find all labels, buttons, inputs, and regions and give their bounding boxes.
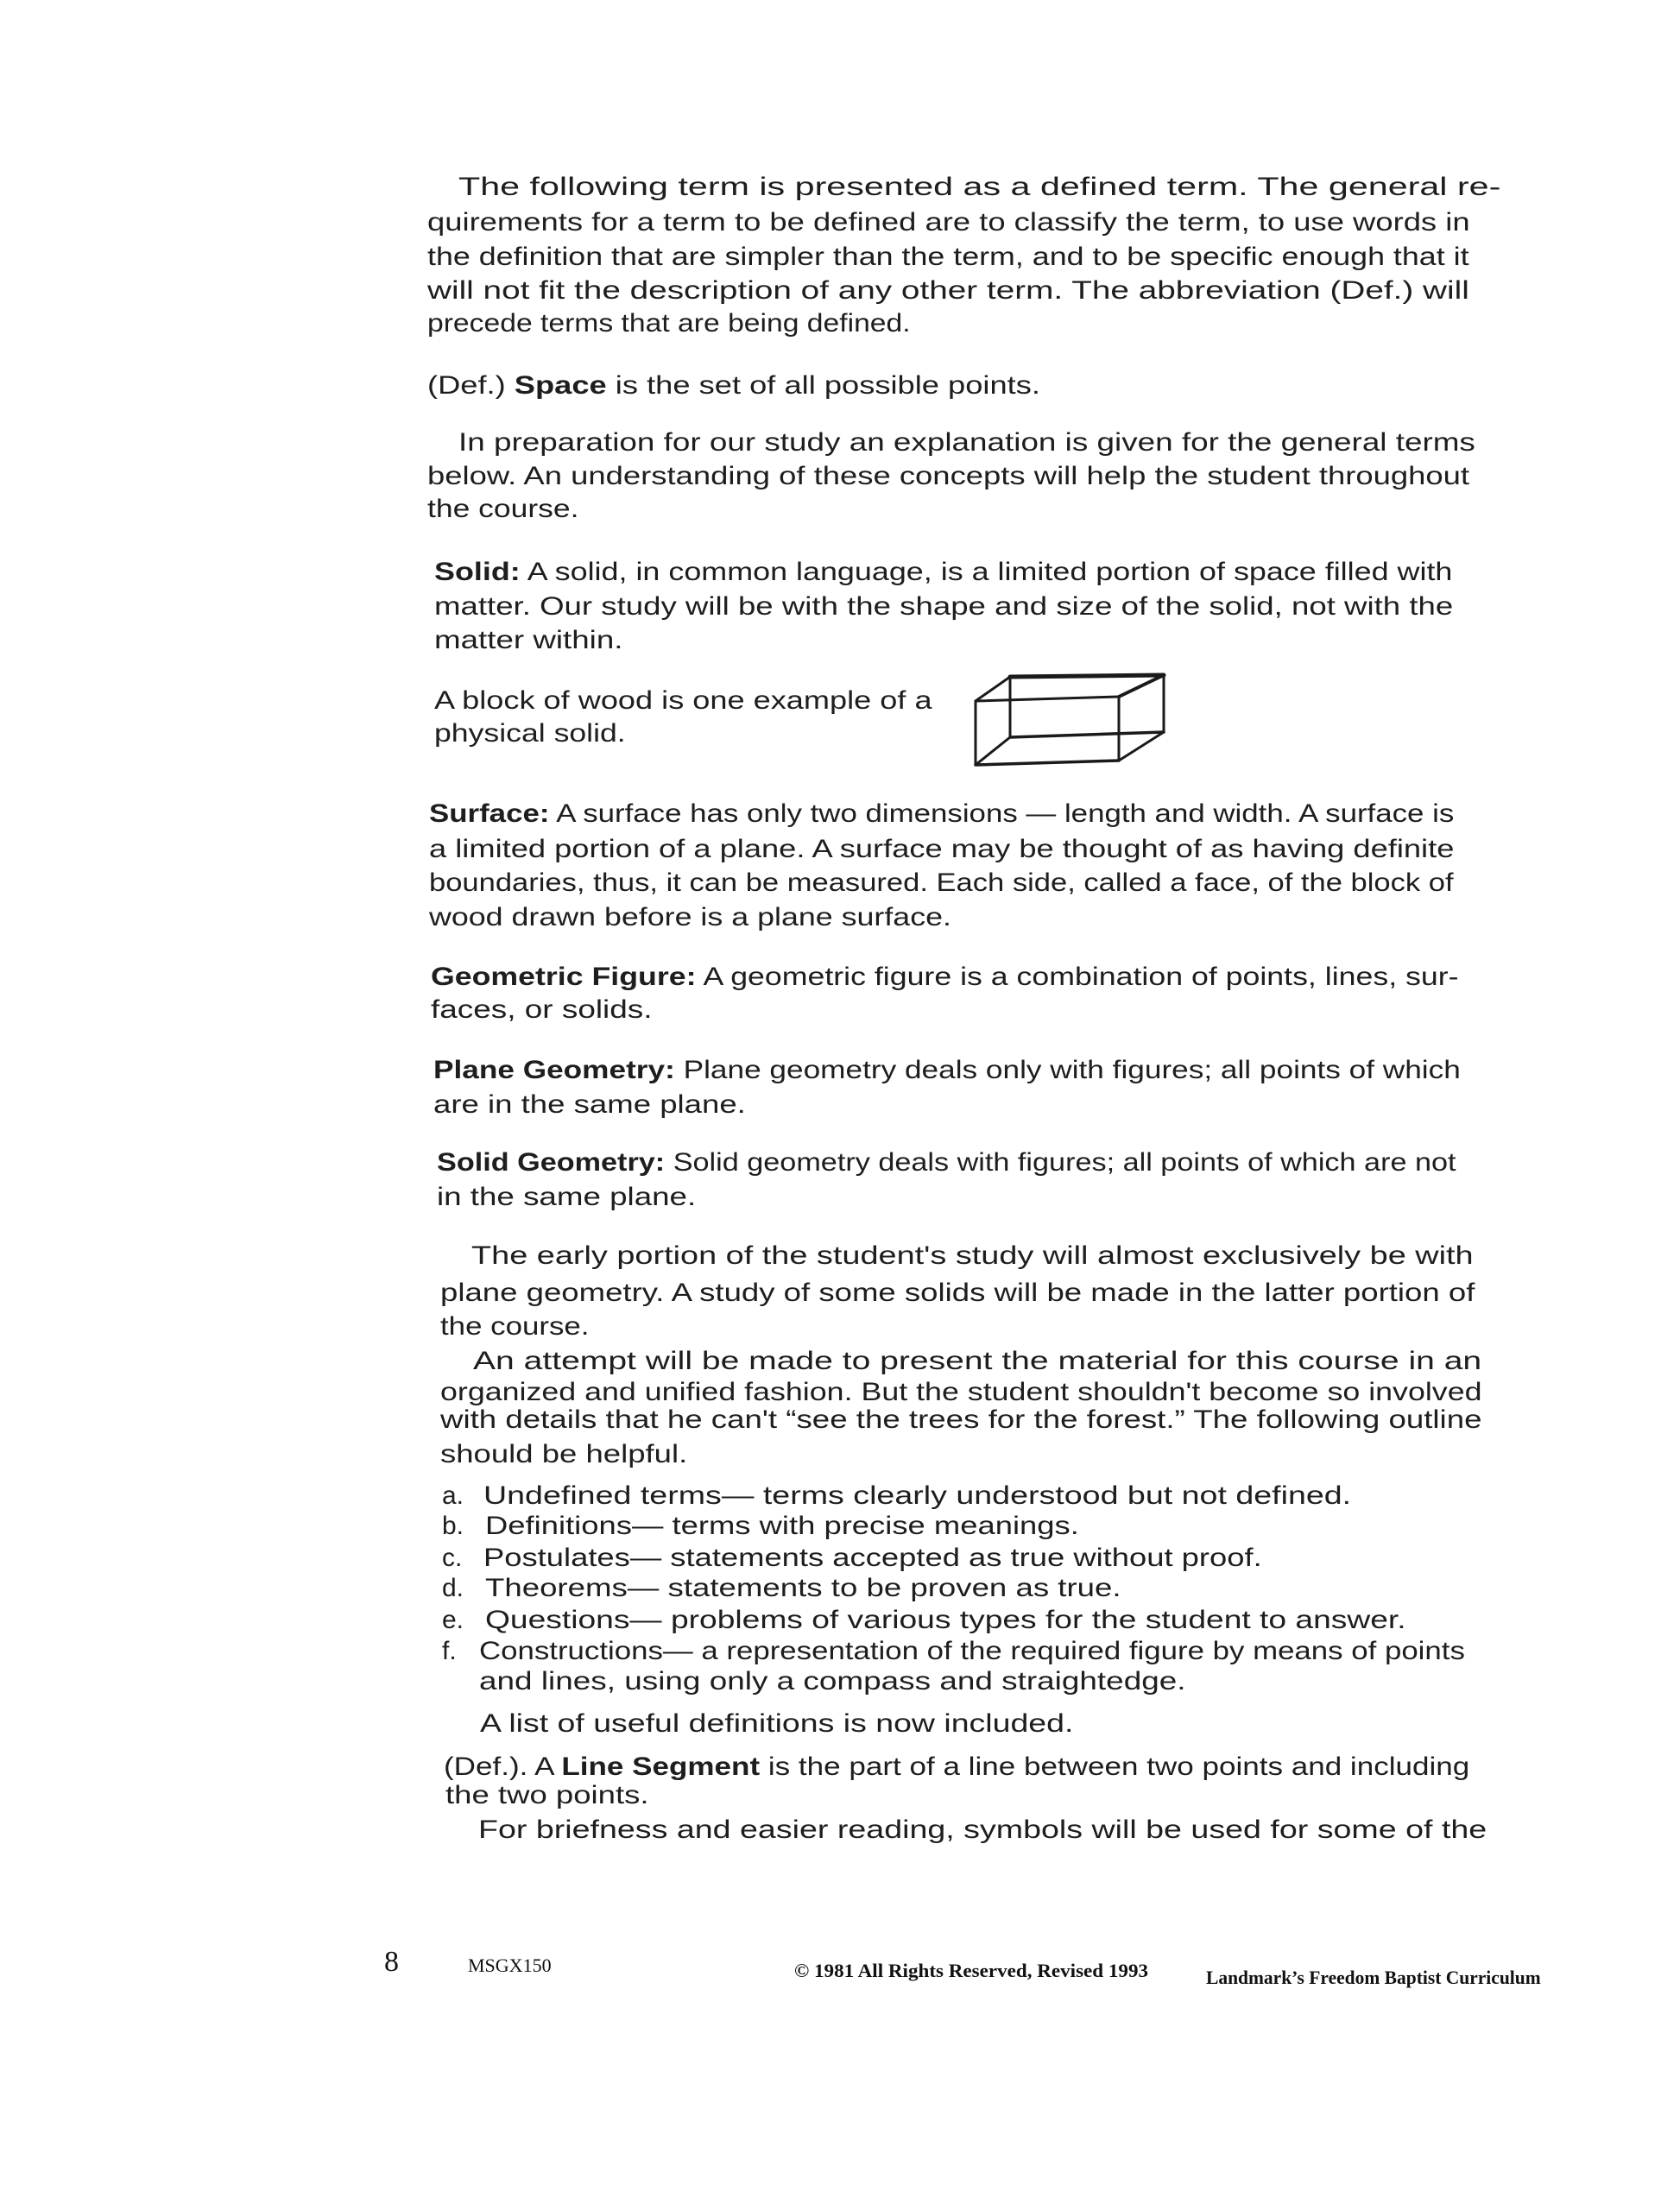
text-line: the two points.	[445, 1781, 649, 1809]
definition-text: A solid, in common language, is a limited portion of space filled with	[527, 558, 1453, 586]
item-marker: f.	[442, 1637, 457, 1665]
text-line: In preparation for our study an explanation is given for the general terms	[458, 428, 1475, 457]
text-line: with details that he can't “see the trees for the forest.” The following outline	[440, 1405, 1482, 1434]
item-text: Questions— problems of various types for the student to answer.	[485, 1606, 1406, 1634]
text-line: the course.	[427, 495, 579, 523]
text-line: the definition that are simpler than the term, and to be specific enough that it	[427, 243, 1469, 271]
copyright-notice: © 1981 All Rights Reserved, Revised 1993	[794, 1960, 1149, 1981]
item-text: Theorems— statements to be proven as true.	[485, 1574, 1121, 1602]
item-text: Constructions— a representation of the required figure by means of points	[479, 1637, 1465, 1665]
text-line: matter. Our study will be with the shape and size of the solid, not with the	[434, 592, 1454, 621]
item-marker: d.	[442, 1574, 464, 1602]
defined-term: Solid Geometry:	[437, 1148, 666, 1177]
def-abbreviation: (Def.)	[427, 371, 506, 400]
text-line: The early portion of the student's study will almost exclusively be with	[471, 1241, 1474, 1270]
text-line	[444, 1752, 1469, 1783]
definition-text: A surface has only two dimensions — length and width. A surface is	[556, 799, 1455, 828]
text-line: precede terms that are being defined.	[427, 309, 911, 338]
def-abbreviation: (Def.). A	[444, 1752, 553, 1781]
course-code: MSGX150	[468, 1955, 552, 1976]
text-line: a limited portion of a plane. A surface may be thought of as having definite	[429, 835, 1455, 863]
text-line: are in the same plane.	[433, 1090, 746, 1119]
text-line: wood drawn before is a plane surface.	[429, 903, 951, 931]
definition-text: is the set of all possible points.	[615, 371, 1040, 400]
item-marker: e.	[442, 1606, 464, 1634]
item-marker: a.	[442, 1481, 464, 1510]
text-line: A block of wood is one example of a	[434, 686, 932, 715]
text-line: should be helpful.	[440, 1440, 688, 1468]
publisher-name: Landmark’s Freedom Baptist Curriculum	[1206, 1967, 1541, 1988]
definition-text: Solid geometry deals with figures; all points of which are not	[673, 1148, 1456, 1177]
defined-term: Solid:	[434, 558, 521, 586]
defined-term: Geometric Figure:	[431, 963, 697, 991]
text-line: quirements for a term to be defined are to classify the term, to use words in	[427, 208, 1470, 237]
text-line	[433, 1055, 1461, 1086]
definition-text: Plane geometry deals only with figures; all points of which	[683, 1056, 1461, 1084]
text-line: matter within.	[434, 626, 623, 654]
text-line: will not fit the description of any other term. The abbreviation (Def.) will	[427, 276, 1469, 305]
text-line: organized and unified fashion. But the student shouldn't become so involved	[440, 1378, 1482, 1406]
text-line: faces, or solids.	[431, 995, 653, 1024]
list-intro: A list of useful definitions is now included.	[480, 1709, 1074, 1738]
text-line: For briefness and easier reading, symbols will be used for some of the	[478, 1816, 1487, 1844]
defined-term: Plane Geometry:	[433, 1056, 675, 1084]
text-line: An attempt will be made to present the material for this course in an	[473, 1347, 1482, 1375]
item-text: Postulates— statements accepted as true without proof.	[483, 1544, 1262, 1572]
definition-text: is the part of a line between two points and including	[767, 1752, 1470, 1781]
text-line: physical solid.	[434, 719, 626, 748]
item-text: Definitions— terms with precise meanings.	[485, 1512, 1079, 1540]
text-line: below. An understanding of these concepts will help the student throughout	[427, 462, 1470, 490]
text-line: the course.	[440, 1312, 590, 1341]
defined-term: Space	[514, 371, 607, 400]
text-line: boundaries, thus, it can be measured. Each side, called a face, of the block of	[429, 868, 1454, 897]
item-text: Undefined terms— terms clearly understood but not defined.	[483, 1481, 1352, 1510]
text-line	[429, 799, 1454, 830]
space-definition	[427, 370, 1040, 401]
text-line: The following term is presented as a defined term. The general re-	[458, 173, 1501, 201]
page-number: 8	[384, 1946, 399, 1978]
defined-term: Surface:	[429, 799, 550, 828]
defined-term: Line Segment	[561, 1752, 761, 1781]
rectangular-block-icon	[972, 670, 1169, 774]
text-line	[437, 1147, 1456, 1178]
text-line: in the same plane.	[437, 1183, 697, 1211]
text-line	[434, 557, 1452, 588]
item-marker: b.	[442, 1512, 464, 1540]
definition-text: A geometric figure is a combination of points, lines, sur-	[703, 963, 1459, 991]
item-continuation: and lines, using only a compass and straightedge.	[479, 1667, 1186, 1696]
text-line: plane geometry. A study of some solids will be made in the latter portion of	[440, 1279, 1475, 1307]
text-line	[431, 962, 1459, 993]
item-marker: c.	[442, 1544, 463, 1572]
